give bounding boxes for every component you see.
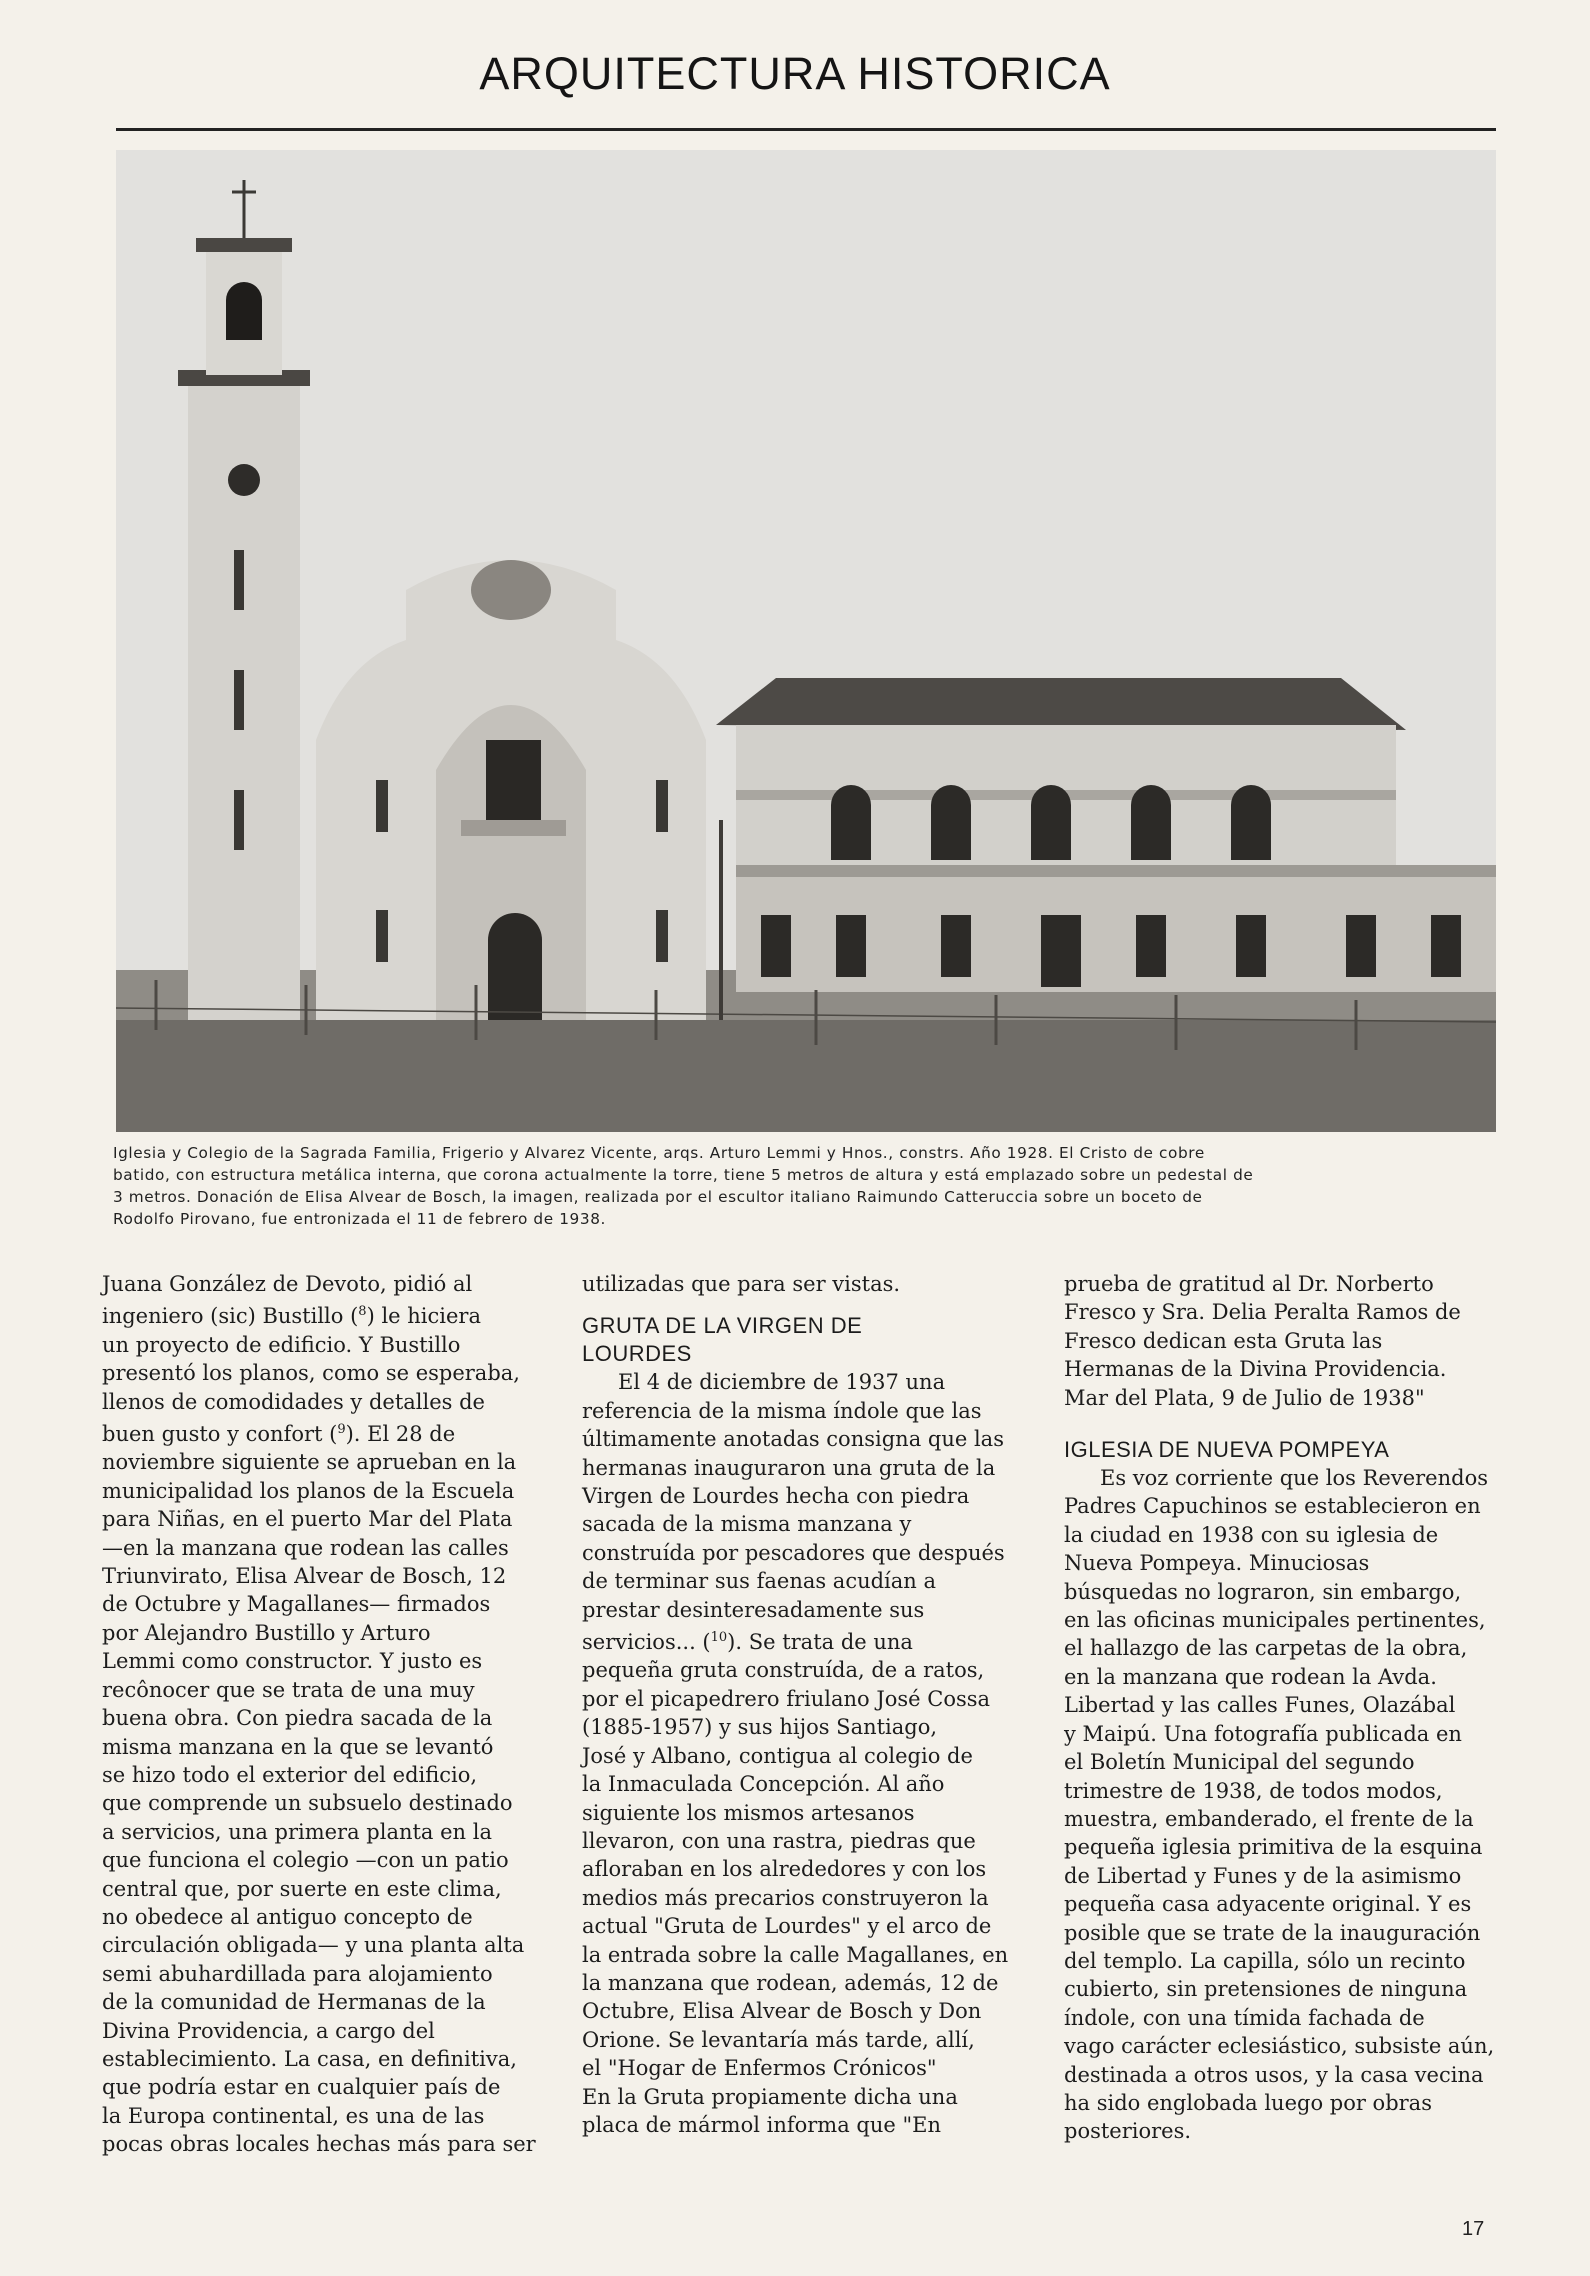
body-line bbox=[102, 1298, 552, 1330]
body-line: pequeña iglesia primitiva de la esquina bbox=[1064, 1835, 1483, 1860]
body-line: Es voz corriente que los Reverendos bbox=[1100, 1466, 1488, 1491]
body-line: referencia de la misma índole que las bbox=[582, 1398, 982, 1423]
body-line: por el picapedrero friulano José Cossa bbox=[582, 1686, 991, 1711]
body-line: del templo. La capilla, sólo un recinto bbox=[1064, 1948, 1466, 1973]
body-line: posteriores. bbox=[1064, 2119, 1192, 2144]
caption-line: 3 metros. Donación de Elisa Alvear de Bosch, la imagen, realizada por el escultor italiano Raimundo Catteruccia sobre un boceto de bbox=[113, 1188, 1203, 1206]
body-line: Divina Providencia, a cargo del bbox=[102, 2018, 435, 2043]
body-line: Orione. Se levantaría más tarde, allí, bbox=[582, 2027, 975, 2052]
body-line: Fresco dedican esta Gruta las bbox=[1064, 1328, 1383, 1353]
body-line bbox=[102, 1416, 552, 1448]
body-line: construída por pescadores que después bbox=[582, 1540, 1005, 1565]
body-line: a servicios, una primera planta en la bbox=[102, 1819, 492, 1844]
body-line: la Inmaculada Concepción. Al año bbox=[582, 1772, 945, 1797]
body-line: buena obra. Con piedra sacada de la bbox=[102, 1706, 493, 1731]
body-line: pequeña gruta construída, de a ratos, bbox=[582, 1658, 985, 1683]
church-building-photo bbox=[116, 150, 1496, 1132]
footnote-ref: 8 bbox=[358, 1304, 367, 1320]
body-line: que comprende un subsuelo destinado bbox=[102, 1791, 513, 1816]
body-line: en la manzana que rodean la Avda. bbox=[1064, 1664, 1437, 1689]
body-line: circulación obligada— y una planta alta bbox=[102, 1933, 525, 1958]
article-column-1 bbox=[102, 1270, 552, 2159]
body-line: la manzana que rodean, además, 12 de bbox=[582, 1970, 999, 1995]
body-line: el hallazgo de las carpetas de la obra, bbox=[1064, 1636, 1468, 1661]
body-line: en las oficinas municipales pertinentes, bbox=[1064, 1608, 1486, 1633]
header-rule bbox=[116, 128, 1496, 131]
page-number: 17 bbox=[1462, 2218, 1485, 2240]
body-line: Fresco y Sra. Delia Peralta Ramos de bbox=[1064, 1300, 1461, 1325]
body-line: el Boletín Municipal del segundo bbox=[1064, 1750, 1415, 1775]
body-line: —en la manzana que rodean las calles bbox=[102, 1535, 509, 1560]
body-line: trimestre de 1938, de todos modos, bbox=[1064, 1778, 1443, 1803]
body-text: ). El 28 de bbox=[345, 1422, 456, 1447]
body-line: búsquedas no lograron, sin embargo, bbox=[1064, 1579, 1462, 1604]
body-line: placa de mármol informa que "En bbox=[582, 2112, 941, 2137]
body-line: pequeña casa adyacente original. Y es bbox=[1064, 1892, 1472, 1917]
body-line: muestra, embanderado, el frente de la bbox=[1064, 1806, 1474, 1831]
body-line: Nueva Pompeya. Minuciosas bbox=[1064, 1551, 1370, 1576]
body-line: llevaron, con una rastra, piedras que bbox=[582, 1828, 976, 1853]
body-line: se hizo todo el exterior del edificio, bbox=[102, 1762, 478, 1787]
section-heading-gruta-cont: LOURDES bbox=[582, 1341, 692, 1367]
body-line: Octubre, Elisa Alvear de Bosch y Don bbox=[582, 1999, 982, 2024]
school-building bbox=[716, 678, 1496, 992]
body-text: ). Se trata de una bbox=[727, 1630, 913, 1655]
body-line: recônocer que se trata de una muy bbox=[102, 1677, 475, 1702]
body-line: Mar del Plata, 9 de Julio de 1938" bbox=[1064, 1385, 1425, 1410]
caption-line: Rodolfo Pirovano, fue entronizada el 11 de febrero de 1938. bbox=[113, 1210, 606, 1228]
body-line: Hermanas de la Divina Providencia. bbox=[1064, 1357, 1447, 1382]
body-text: servicios... ( bbox=[582, 1630, 711, 1655]
body-line: por Alejandro Bustillo y Arturo bbox=[102, 1620, 431, 1645]
body-line: índole, con una tímida fachada de bbox=[1064, 2005, 1425, 2030]
footnote-ref: 10 bbox=[710, 1630, 728, 1646]
body-line: Juana González de Devoto, pidió al bbox=[102, 1272, 473, 1296]
photo-caption bbox=[113, 1142, 1503, 1230]
body-line: pocas obras locales hechas más para ser bbox=[102, 2132, 536, 2157]
photo-illustration bbox=[116, 150, 1496, 1132]
body-line: de terminar sus faenas acudían a bbox=[582, 1569, 937, 1594]
body-line: semi abuhardillada para alojamiento bbox=[102, 1961, 493, 1986]
body-line: municipalidad los planos de la Escuela bbox=[102, 1478, 515, 1503]
caption-line: Iglesia y Colegio de la Sagrada Familia, Frigerio y Alvarez Vicente, arqs. Arturo Lemmi y Hnos., constrs. Año 1928. El Cristo de cobre bbox=[113, 1144, 1205, 1162]
body-line: para Niñas, en el puerto Mar del Plata bbox=[102, 1507, 513, 1532]
body-line: cubierto, sin pretensiones de ninguna bbox=[1064, 1977, 1468, 2002]
body-line: prueba de gratitud al Dr. Norberto bbox=[1064, 1272, 1434, 1296]
body-line: medios más precarios construyeron la bbox=[582, 1885, 989, 1910]
body-line: la Europa continental, es una de las bbox=[102, 2103, 485, 2128]
article-column-3 bbox=[1064, 1270, 1495, 2146]
foreground-ground bbox=[116, 1020, 1496, 1132]
body-line: siguiente los mismos artesanos bbox=[582, 1800, 915, 1825]
body-line: destinada a otros usos, y la casa vecina bbox=[1064, 2062, 1484, 2087]
page-title: ARQUITECTURA HISTORICA bbox=[479, 48, 1111, 99]
body-line: el "Hogar de Enfermos Crónicos" bbox=[582, 2056, 937, 2081]
body-line: El 4 de diciembre de 1937 una bbox=[618, 1370, 946, 1395]
body-line: afloraban en los alrededores y con los bbox=[582, 1857, 987, 1882]
body-line: central que, por suerte en este clima, bbox=[102, 1876, 502, 1901]
body-line: últimamente anotadas consigna que las bbox=[582, 1427, 1004, 1452]
footnote-ref: 9 bbox=[337, 1422, 346, 1438]
body-line: y Maipú. Una fotografía publicada en bbox=[1064, 1721, 1462, 1746]
body-line: que funciona el colegio —con un patio bbox=[102, 1848, 509, 1873]
caption-line: batido, con estructura metálica interna, que corona actualmente la torre, tiene 5 metros de altura y está emplazado sobre un pedestal de bbox=[113, 1166, 1254, 1184]
body-line: José y Albano, contigua al colegio de bbox=[582, 1743, 973, 1768]
body-line: posible que se trate de la inauguración bbox=[1064, 1920, 1481, 1945]
body-line: actual "Gruta de Lourdes" y el arco de bbox=[582, 1914, 992, 1939]
article-column-2 bbox=[582, 1270, 1030, 2139]
body-line: Padres Capuchinos se establecieron en bbox=[1064, 1494, 1481, 1519]
body-line: de Libertad y Funes y de la asimismo bbox=[1064, 1863, 1462, 1888]
body-line: misma manzana en la que se levantó bbox=[102, 1734, 494, 1759]
body-line: prestar desinteresadamente sus bbox=[582, 1597, 925, 1622]
body-line: la ciudad en 1938 con su iglesia de bbox=[1064, 1522, 1439, 1547]
body-line: de la comunidad de Hermanas de la bbox=[102, 1990, 486, 2015]
body-line: llenos de comodidades y detalles de bbox=[102, 1389, 485, 1414]
body-line: no obedece al antiguo concepto de bbox=[102, 1904, 473, 1929]
body-line: Libertad y las calles Funes, Olazábal bbox=[1064, 1693, 1456, 1718]
body-line: Lemmi como constructor. Y justo es bbox=[102, 1649, 483, 1674]
section-heading-nueva-pompeya: IGLESIA DE NUEVA POMPEYA bbox=[1064, 1437, 1390, 1463]
body-line: (1885-1957) y sus hijos Santiago, bbox=[582, 1715, 938, 1740]
body-line: Virgen de Lourdes hecha con piedra bbox=[582, 1484, 970, 1509]
body-line: noviembre siguiente se aprueban en la bbox=[102, 1450, 517, 1475]
body-text: ) le hiciera bbox=[366, 1304, 481, 1329]
body-line: establecimiento. La casa, en definitiva, bbox=[102, 2046, 517, 2071]
body-line: presentó los planos, como se esperaba, bbox=[102, 1361, 520, 1386]
body-line: Triunvirato, Elisa Alvear de Bosch, 12 bbox=[102, 1564, 507, 1589]
body-line: la entrada sobre la calle Magallanes, en bbox=[582, 1942, 1009, 1967]
body-text: buen gusto y confort ( bbox=[102, 1422, 338, 1447]
body-line: ha sido englobada luego por obras bbox=[1064, 2090, 1432, 2115]
body-line: un proyecto de edificio. Y Bustillo bbox=[102, 1332, 461, 1357]
body-line bbox=[582, 1624, 1030, 1656]
body-line: En la Gruta propiamente dicha una bbox=[582, 2084, 958, 2109]
body-line: vago carácter eclesiástico, subsiste aún, bbox=[1064, 2034, 1495, 2059]
body-text: ingeniero (sic) Bustillo ( bbox=[102, 1304, 359, 1329]
section-heading-gruta: GRUTA DE LA VIRGEN DE bbox=[582, 1313, 863, 1339]
body-line: utilizadas que para ser vistas. bbox=[582, 1272, 901, 1296]
body-line: hermanas inauguraron una gruta de la bbox=[582, 1455, 996, 1480]
body-line: que podría estar en cualquier país de bbox=[102, 2075, 501, 2100]
body-line: sacada de la misma manzana y bbox=[582, 1512, 912, 1537]
body-line: de Octubre y Magallanes— firmados bbox=[102, 1592, 491, 1617]
